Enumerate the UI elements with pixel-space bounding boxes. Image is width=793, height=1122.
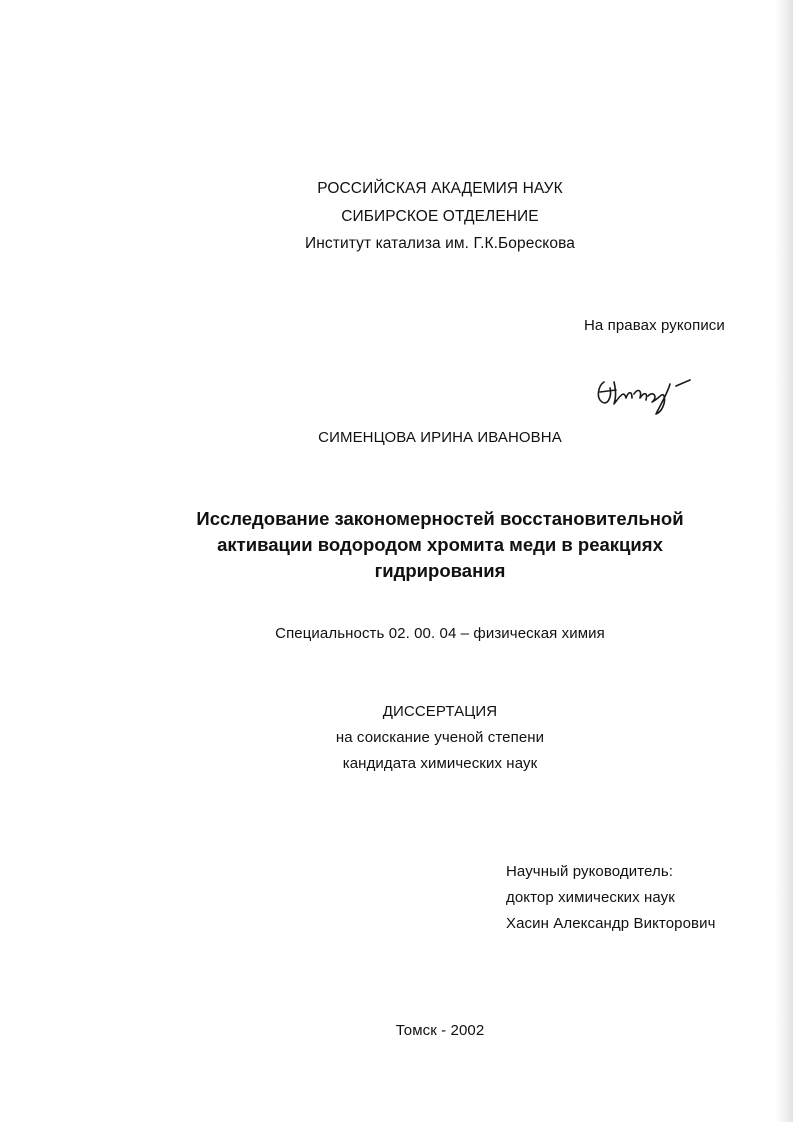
dissertation-title: [160, 506, 720, 584]
scan-shadow-edge: [775, 0, 793, 1122]
supervisor-name: Хасин Александр Викторович: [506, 915, 716, 932]
manuscript-note: На правах рукописи: [584, 317, 725, 334]
author-name: СИМЕНЦОВА ИРИНА ИВАНОВНА: [318, 429, 562, 446]
title-line-3: гидрирования: [374, 560, 506, 581]
specialty: Специальность 02. 00. 04 – физическая химия: [275, 625, 605, 642]
signature-icon: [590, 368, 700, 420]
city-year: Томск - 2002: [395, 1022, 485, 1039]
dissertation-heading: ДИССЕРТАЦИЯ: [382, 703, 498, 720]
degree-line-1: на соискание ученой степени: [335, 729, 545, 746]
supervisor-label: Научный руководитель:: [506, 863, 674, 880]
branch-name: СИБИРСКОЕ ОТДЕЛЕНИЕ: [341, 208, 539, 225]
supervisor-degree: доктор химических наук: [506, 889, 675, 906]
institute-name: Институт катализа им. Г.К.Борескова: [305, 235, 575, 252]
academy-name: РОССИЙСКАЯ АКАДЕМИЯ НАУК: [317, 180, 563, 197]
title-line-2: активации водородом хромита меди в реакциях: [217, 534, 663, 555]
degree-line-2: кандидата химических наук: [342, 755, 538, 772]
title-line-1: Исследование закономерностей восстановительной: [196, 508, 684, 529]
